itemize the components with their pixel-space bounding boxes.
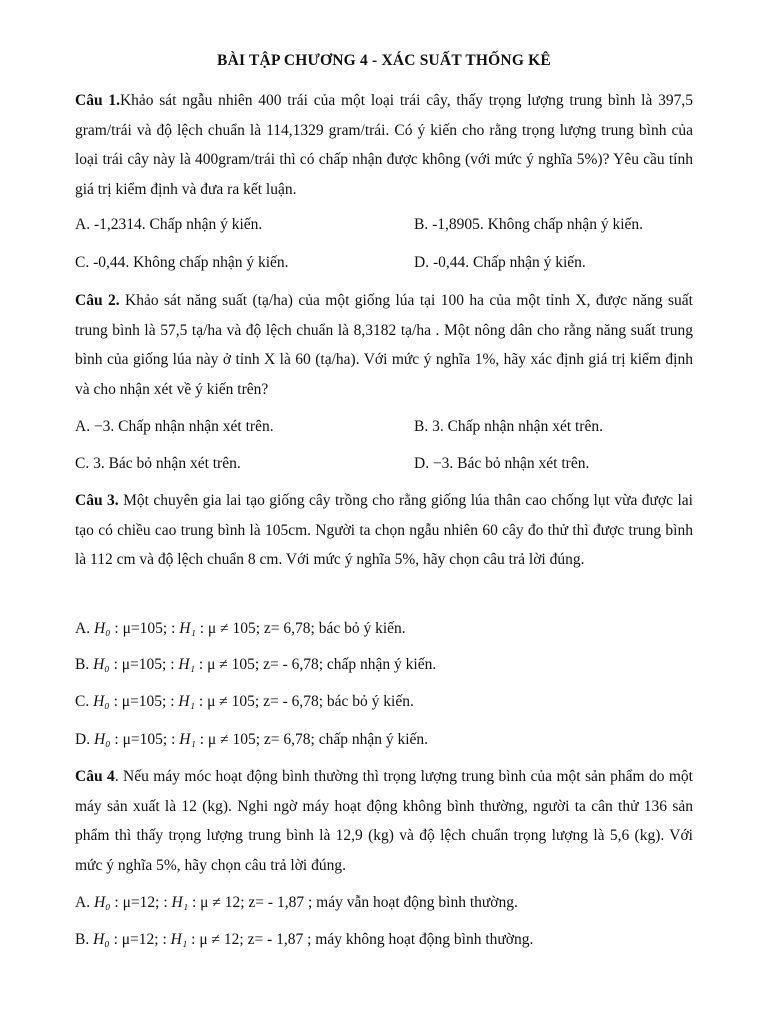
question-1 bbox=[75, 86, 693, 204]
option-letter: C. bbox=[75, 693, 94, 710]
h1-statement: : μ ≠ 105; z= 6,78; chấp nhận ý kiến. bbox=[195, 731, 429, 748]
option-letter: A. bbox=[75, 620, 94, 637]
h0-statement: : μ=105; : bbox=[110, 620, 180, 637]
question-3-text: Một chuyên gia lai tạo giống cây trồng cho rằng giống lúa thân cao chống lụt vừa được lai tạo có chiều cao trung bình là 105cm. Người ta chọn ngẫu nhiên 60 cây đo thử thì được trung bình là 112 cm và độ lệch chuẩn 8 cm. Với mức ý nghĩa 5%, hãy chọn câu trả lời đúng. bbox=[75, 492, 693, 568]
h0-symbol: H₀ bbox=[93, 693, 110, 710]
option-letter: A. bbox=[75, 894, 94, 911]
h1-statement: : μ ≠ 105; z= - 6,78; bác bỏ ý kiến. bbox=[195, 693, 414, 710]
h0-statement: : μ=12; : bbox=[109, 931, 171, 948]
question-3-option-c bbox=[75, 693, 414, 711]
question-4-label: Câu 4 bbox=[75, 768, 115, 785]
h1-symbol: H₁ bbox=[179, 731, 196, 748]
question-3-option-d bbox=[75, 731, 428, 749]
question-3 bbox=[75, 486, 693, 575]
h1-symbol: H₁ bbox=[178, 693, 196, 710]
question-4-text: . Nếu máy móc hoạt động bình thường thì trọng lượng trung bình của một sản phẩm do một máy sản xuất là 12 (kg). Nghi ngờ máy hoạt động không bình thường, người ta cân thử 136 sản phẩm thì thấy trọng lượng trung bình là 12,9 (kg) và độ lệch chuẩn trọng lượng là 5,6 (kg). Với mức ý nghĩa 5%, hãy chọn câu trả lời đúng. bbox=[75, 768, 693, 874]
question-4-option-a bbox=[75, 894, 518, 912]
question-2 bbox=[75, 286, 693, 404]
question-1-label: Câu 1. bbox=[75, 92, 120, 109]
question-3-label: Câu 3. bbox=[75, 492, 119, 509]
option-letter: B. bbox=[75, 656, 94, 673]
h0-statement: : μ=105; : bbox=[109, 693, 179, 710]
question-3-option-a bbox=[75, 620, 406, 638]
question-2-label: Câu 2. bbox=[75, 292, 120, 309]
h0-statement: : μ=105; : bbox=[109, 656, 179, 673]
question-4-option-b bbox=[75, 931, 533, 949]
question-2-option-d: D. −3. Bác bỏ nhận xét trên. bbox=[414, 455, 590, 472]
h0-symbol: H₀ bbox=[93, 656, 110, 673]
h1-statement: : μ ≠ 12; z= - 1,87 ; máy vẫn hoạt động bình thường. bbox=[188, 894, 518, 911]
h1-symbol: H₁ bbox=[178, 656, 196, 673]
h1-statement: : μ ≠ 12; z= - 1,87 ; máy không hoạt động bình thường. bbox=[187, 931, 534, 948]
question-1-option-d: D. -0,44. Chấp nhận ý kiến. bbox=[414, 254, 586, 271]
question-1-text: Khảo sát ngẫu nhiên 400 trái của một loại trái cây, thấy trọng lượng trung bình là 397,5 gram/trái và độ lệch chuẩn là 114,1329 gram/trái. Có ý kiến cho rằng trọng lượng trung bình của loại trái cây này là 400gram/trái thì có chấp nhận được không (với mức ý nghĩa 5%)? Yêu cầu tính giá trị kiểm định và đưa ra kết luận. bbox=[75, 92, 693, 198]
h0-statement: : μ=12; : bbox=[110, 894, 172, 911]
h1-symbol: H₁ bbox=[171, 894, 189, 911]
question-2-option-a: A. −3. Chấp nhận nhận xét trên. bbox=[75, 418, 274, 435]
question-2-option-c: C. 3. Bác bỏ nhận xét trên. bbox=[75, 455, 241, 472]
question-3-option-b bbox=[75, 656, 436, 674]
h0-symbol: H₀ bbox=[93, 931, 110, 948]
h1-symbol: H₁ bbox=[179, 620, 196, 637]
question-1-option-a: A. -1,2314. Chấp nhận ý kiến. bbox=[75, 216, 263, 233]
question-1-option-b: B. -1,8905. Không chấp nhận ý kiến. bbox=[414, 216, 644, 233]
h0-statement: : μ=105; : bbox=[110, 731, 180, 748]
question-1-option-c: C. -0,44. Không chấp nhận ý kiến. bbox=[75, 254, 289, 271]
h0-symbol: H₀ bbox=[93, 894, 111, 911]
question-2-text: Khảo sát năng suất (tạ/ha) của một giống lúa tại 100 ha của một tỉnh X, được năng suất trung bình là 57,5 tạ/ha và độ lệch chuẩn là 8,3182 tạ/ha . Một nông dân cho rằng năng suất trung bình của giống lúa này ở tỉnh X là 60 (tạ/ha). Với mức ý nghĩa 1%, hãy xác định giá trị kiểm định và cho nhận xét về ý kiến trên? bbox=[75, 292, 693, 398]
option-letter: D. bbox=[75, 731, 94, 748]
question-4 bbox=[75, 762, 693, 880]
question-2-option-b: B. 3. Chấp nhận nhận xét trên. bbox=[414, 418, 603, 435]
document-title: BÀI TẬP CHƯƠNG 4 - XÁC SUẤT THỐNG KÊ bbox=[217, 52, 551, 69]
h0-symbol: H₀ bbox=[93, 731, 111, 748]
h0-symbol: H₀ bbox=[93, 620, 111, 637]
h1-statement: : μ ≠ 105; z= 6,78; bác bỏ ý kiến. bbox=[195, 620, 406, 637]
h1-symbol: H₁ bbox=[170, 931, 188, 948]
option-letter: B. bbox=[75, 931, 94, 948]
h1-statement: : μ ≠ 105; z= - 6,78; chấp nhận ý kiến. bbox=[195, 656, 437, 673]
